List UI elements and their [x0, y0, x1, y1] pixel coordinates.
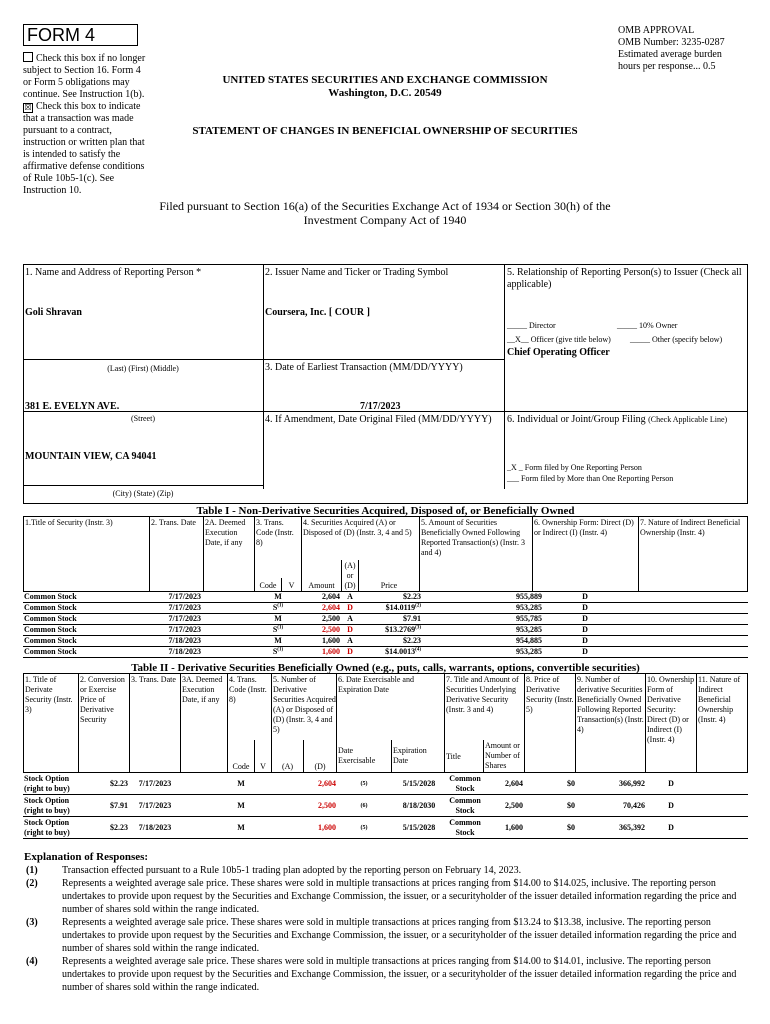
table-cell-price: $14.0119$^{(2)}$	[385, 603, 421, 612]
box2-label: 2. Issuer Name and Ticker or Trading Symbol	[265, 267, 449, 278]
table-cell-owned: 365,392	[619, 823, 645, 832]
table-cell-form: D	[582, 625, 588, 634]
t2-v-header: V	[260, 762, 266, 771]
footnote-ref: (1)	[277, 647, 284, 653]
table-cell-price: $2.23	[403, 592, 421, 601]
table1-title: Table I - Non-Derivative Securities Acquired, Disposed of, or Beneficially Owned	[196, 505, 575, 517]
t1-v-header: V	[288, 581, 295, 590]
table-cell-amount: 2,604	[322, 592, 340, 601]
other-option[interactable]: _____ Other (specify below)	[630, 335, 723, 344]
city-hint: (City) (State) (Zip)	[112, 489, 174, 498]
director-option[interactable]: _____ Director	[507, 321, 556, 330]
t2-h3a: 3A. Deemed Execution Date, if any	[182, 675, 223, 704]
table-cell-security: Common Stock	[24, 603, 77, 612]
table-row	[23, 625, 748, 636]
table-row	[23, 647, 748, 658]
explanation-number: (1)	[26, 865, 38, 876]
table-cell-exer: (5)	[360, 825, 368, 831]
table-cell-security: Common Stock	[24, 647, 77, 656]
table-cell-deriv_price: $0	[567, 823, 575, 832]
filed-pursuant: Filed pursuant to Section 16(a) of the Securities Exchange Act of 1934 or Section 30(h) of the Investment Company Act of 1940	[159, 199, 611, 227]
table-cell-code: M	[274, 636, 282, 645]
table-cell-form: D	[668, 779, 674, 788]
check2-label: Check this box to indicate that a transaction was made pursuant to a contract, instruction or written plan that is intended to satisfy the affirmative defense conditions of Rule 10b5-1(c). See Instruction 10.	[23, 101, 145, 196]
table-cell-d: 2,604	[318, 779, 336, 788]
table-cell-code: M	[274, 614, 282, 623]
table-row	[23, 614, 748, 625]
table-cell-date: 7/17/2023	[168, 614, 201, 623]
t2-h6: 6. Date Exercisable and Expiration Date	[338, 675, 414, 694]
explanation-text: Represents a weighted average sale price. These shares were sold in multiple transactions at prices ranging from $14.00 to $14.025, inclusive. The reporting person undertakes to provide upon request by the Securities and Exchange Commission, the issuer, or a securityholder of the issuer detailed information regarding the price and number of shares sold within the range indicated.	[62, 878, 737, 915]
explanation-text: Represents a weighted average sale price. These shares were sold in multiple transactions at prices ranging from $14.00 to $14.01, inclusive. The reporting person undertakes to provide upon request by the Securities and Exchange Commission, the issuer, or a securityholder of the issuer detailed information regarding the price and number of shares sold within the range indicated.	[62, 956, 737, 993]
t2-a-header: (A)	[281, 762, 294, 771]
t2-h4: 4. Trans. Code (Instr. 8)	[229, 675, 267, 704]
street-address: 381 E. EVELYN AVE.	[25, 401, 120, 412]
t1-h7: 7. Nature of Indirect Beneficial Ownership (Instr. 4)	[640, 518, 741, 537]
t1-h6: 6. Ownership Form: Direct (D) or Indirect (I) (Instr. 4)	[534, 518, 634, 537]
table-cell-security: Common Stock	[24, 592, 77, 601]
t2-expiration-header: Expiration Date	[393, 746, 427, 765]
table-cell-shares: 1,600	[505, 823, 523, 832]
table-cell-price: $2.23	[403, 636, 421, 645]
table-cell-code: M	[237, 823, 245, 832]
table-cell-price: $7.91	[110, 801, 128, 810]
table-cell-form: D	[668, 801, 674, 810]
box3-label: 3. Date of Earliest Transaction (MM/DD/YYYY)	[265, 362, 463, 373]
t2-h10: 10. Ownership Form of Derivative Security: Direct (D) or Indirect (I) (Instr. 4)	[647, 675, 695, 744]
table-cell-ad: A	[347, 636, 353, 645]
t1-h2a: 2A. Deemed Execution Date, if any	[205, 518, 246, 547]
table-cell-price: $13.2769$^{(3)}$	[385, 625, 421, 634]
table-cell-deriv_price: $0	[567, 779, 575, 788]
table-row	[23, 636, 748, 647]
table-cell-form: D	[582, 636, 588, 645]
table-cell-owned: 955,889	[516, 592, 542, 601]
footnote-ref: (4)	[415, 647, 421, 653]
table-cell-ad: D	[347, 647, 353, 656]
table-cell-owned: 954,885	[516, 636, 542, 645]
table-cell-code: $S^{(1)}$	[272, 647, 284, 656]
table-cell-price: $14.0013$^{(4)}$	[385, 647, 421, 656]
table-cell-exer: (6)	[360, 803, 368, 809]
officer-title: Chief Operating Officer	[507, 347, 610, 358]
checkbox-checked-icon[interactable]: ☒	[24, 103, 32, 112]
omb-line: OMB Number: 3235-0287	[618, 37, 725, 48]
table-row	[23, 592, 748, 603]
footnote-ref: (1)	[277, 625, 284, 631]
table-cell-deriv_price: $0	[567, 801, 575, 810]
table-cell-owned: 953,285	[516, 647, 542, 656]
name-hint: (Last) (First) (Middle)	[107, 364, 179, 373]
t2-h2: 2. Conversion or Exercise Price of Derivative Security	[80, 675, 125, 724]
check-box-section16[interactable]	[23, 52, 151, 101]
reporting-person-name: Goli Shravan	[25, 307, 82, 318]
footnote-ref: (3)	[415, 625, 421, 631]
table-cell-owned: 366,992	[619, 779, 645, 788]
form-title: FORM 4	[27, 25, 96, 45]
explanation-section	[24, 851, 744, 994]
t1-h3: 3. Trans. Code (Instr. 8)	[256, 518, 294, 547]
street-hint: (Street)	[131, 414, 155, 423]
table-cell-form: D	[582, 614, 588, 623]
t1-amount-header: Amount	[308, 581, 335, 590]
table-cell-amount: 1,600	[322, 636, 340, 645]
table-cell-title: Common Stock	[449, 818, 481, 837]
table-cell-shares: 2,604	[505, 779, 523, 788]
table-cell-price: $2.23	[110, 823, 128, 832]
check1-label: Check this box if no longer subject to Section 16. Form 4 or Form 5 obligations may continue. See Instruction 1(b).	[23, 53, 146, 100]
table-cell-title: Common Stock	[449, 774, 481, 793]
table-cell-owned: 70,426	[623, 801, 645, 810]
table-cell-security: Common Stock	[24, 625, 77, 634]
table-cell-ad: D	[347, 625, 353, 634]
explanation-list	[24, 864, 744, 994]
explanation-text: Transaction effected pursuant to a Rule 10b5-1 trading plan adopted by the reporting person on February 14, 2023.	[62, 865, 522, 876]
table-row	[23, 817, 748, 839]
explanation-number: (4)	[26, 956, 38, 967]
table-cell-amount: 2,500	[322, 625, 340, 634]
table-cell-date: 7/18/2023	[138, 823, 172, 832]
officer-option[interactable]: __X__ Officer (give title below)	[507, 335, 611, 344]
earliest-transaction-date: 7/17/2023	[360, 401, 401, 412]
table-cell-form: D	[582, 647, 588, 656]
table-cell-price: $2.23	[110, 779, 128, 788]
t1-h1: 1.Title of Security (Instr. 3)	[25, 518, 113, 527]
box5-label: 5. Relationship of Reporting Person(s) to Issuer (Check all applicable)	[507, 267, 742, 290]
table-cell-owned: 953,285	[516, 603, 542, 612]
table-cell-date: 7/18/2023	[168, 636, 201, 645]
table-cell-form: D	[668, 823, 674, 832]
table-cell-code: $S^{(1)}$	[272, 625, 284, 634]
t2-h1: 1. Title of Derivate Security (Instr. 3)	[25, 675, 73, 714]
table-cell-date: 7/17/2023	[168, 592, 201, 601]
table-cell-ad: D	[347, 603, 353, 612]
footnote-ref: (1)	[277, 603, 284, 609]
box6-label-text: 6. Individual or Joint/Group Filing	[507, 414, 646, 425]
explanation-item	[24, 955, 744, 994]
table-cell-date: 7/18/2023	[168, 647, 201, 656]
table-cell-title: Common Stock	[449, 796, 481, 815]
table-cell-security: Stock Option (right to buy)	[24, 774, 70, 793]
explanation-item	[24, 916, 744, 955]
explanation-text: Represents a weighted average sale price. These shares were sold in multiple transactions at prices ranging from $13.24 to $13.38, inclusive. The reporting person undertakes to provide upon request by the Securities and Exchange Commission, the issuer, or a securityholder of the issuer detailed information regarding the price and number of shares sold within the range indicated.	[62, 917, 737, 954]
table-cell-owned: 955,785	[516, 614, 542, 623]
t2-h8: 8. Price of Derivative Security (Instr. 5)	[526, 675, 574, 714]
t2-h3: 3. Trans. Date	[131, 675, 176, 684]
city-address: MOUNTAIN VIEW, CA 94041	[25, 451, 157, 462]
explanation-item	[24, 864, 744, 877]
omb-line: Estimated average burden	[618, 49, 722, 60]
t1-price-header: Price	[380, 581, 398, 590]
t1-h5: 5. Amount of Securities Beneficially Owned Following Reported Transaction(s) (Instr. 3 and 4)	[421, 518, 525, 557]
t2-title-header: Title	[446, 752, 461, 761]
footnote-ref: (2)	[415, 603, 421, 609]
table-cell-exer: (5)	[360, 781, 368, 787]
table-cell-amount: 2,604	[322, 603, 340, 612]
ten-pct-owner-option[interactable]: _____ 10% Owner	[617, 321, 678, 330]
t2-shares-header: Amount or Number of Shares	[485, 741, 520, 770]
table-cell-date: 7/17/2023	[168, 603, 201, 612]
one-person-option[interactable]: _X _ Form filed by One Reporting Person	[507, 463, 642, 472]
omb-line: OMB APPROVAL	[618, 25, 695, 36]
omb-approval	[618, 25, 758, 73]
table-cell-expiry: 8/18/2030	[402, 801, 436, 810]
table-cell-d: 1,600	[318, 823, 336, 832]
table-cell-form: D	[582, 603, 588, 612]
t2-d-header: (D)	[314, 762, 326, 771]
agency-name: UNITED STATES SECURITIES AND EXCHANGE COMMISSION	[222, 74, 548, 86]
table-cell-security: Stock Option (right to buy)	[24, 796, 70, 815]
t2-h9: 9. Number of derivative Securities Beneficially Owned Following Reported Transaction(s) (Instr. 4)	[577, 675, 644, 734]
table-cell-ad: A	[347, 592, 353, 601]
omb-line: hours per response... 0.5	[618, 61, 716, 72]
statement-title: STATEMENT OF CHANGES IN BENEFICIAL OWNERSHIP OF SECURITIES	[192, 125, 578, 137]
table-cell-shares: 2,500	[505, 801, 523, 810]
check-box-10b5-1[interactable]	[23, 101, 151, 197]
explanation-number: (3)	[26, 917, 38, 928]
checkbox-unchecked-icon[interactable]	[23, 52, 33, 62]
table-cell-amount: 1,600	[322, 647, 340, 656]
t2-h5: 5. Number of Derivative Securities Acquired (A) or Disposed of (D) (Instr. 3, 4 and 5)	[273, 675, 336, 734]
table-row	[23, 795, 748, 817]
form-title-box	[23, 24, 138, 46]
t1-code-header: Code	[259, 581, 277, 590]
table-cell-amount: 2,500	[322, 614, 340, 623]
table-cell-security: Stock Option (right to buy)	[24, 818, 70, 837]
table-cell-date: 7/17/2023	[138, 801, 172, 810]
box4-label: 4. If Amendment, Date Original Filed (MM/DD/YYYY)	[265, 414, 492, 425]
t1-h2: 2. Trans. Date	[151, 518, 196, 527]
table-row	[23, 603, 748, 614]
table-cell-code: M	[274, 592, 282, 601]
issuer-name: Coursera, Inc. [ COUR ]	[265, 307, 370, 318]
explanation-number: (2)	[26, 878, 38, 889]
t2-h11: 11. Nature of Indirect Beneficial Ownership (Instr. 4)	[698, 675, 741, 724]
t2-h7: 7. Title and Amount of Securities Underlying Derivative Security (Instr. 3 and 4)	[446, 675, 519, 714]
table-cell-form: D	[582, 592, 588, 601]
t2-code-header: Code	[232, 762, 250, 771]
more-person-option[interactable]: ___ Form filed by More than One Reporting Person	[507, 474, 674, 483]
table-cell-price: $7.91	[403, 614, 421, 623]
table-cell-expiry: 5/15/2028	[402, 823, 436, 832]
table-cell-date: 7/17/2023	[138, 779, 172, 788]
table-cell-owned: 953,285	[516, 625, 542, 634]
t1-h4: 4. Securities Acquired (A) or Disposed of (D) (Instr. 3, 4 and 5)	[303, 518, 412, 537]
table-cell-expiry: 5/15/2028	[402, 779, 436, 788]
agency-city: Washington, D.C. 20549	[328, 87, 442, 99]
table-cell-security: Common Stock	[24, 636, 77, 645]
t2-exercisable-header: Date Exercisable	[338, 746, 376, 765]
explanation-title: Explanation of Responses:	[24, 851, 149, 863]
box1-label: 1. Name and Address of Reporting Person *	[25, 267, 202, 278]
t1-aord-header: (A) or (D)	[344, 561, 356, 590]
box6-label	[507, 414, 745, 426]
table-cell-code: M	[237, 779, 245, 788]
box6-hint: (Check Applicable Line)	[648, 415, 728, 424]
explanation-item	[24, 877, 744, 916]
table-cell-d: 2,500	[318, 801, 336, 810]
table-cell-security: Common Stock	[24, 614, 77, 623]
table-cell-date: 7/17/2023	[168, 625, 201, 634]
table-cell-code: $S^{(1)}$	[272, 603, 284, 612]
table-cell-ad: A	[347, 614, 353, 623]
table-cell-code: M	[237, 801, 245, 810]
table-row	[23, 773, 748, 795]
table2-title: Table II - Derivative Securities Beneficially Owned (e.g., puts, calls, warrants, options, convertible securities)	[131, 662, 640, 674]
